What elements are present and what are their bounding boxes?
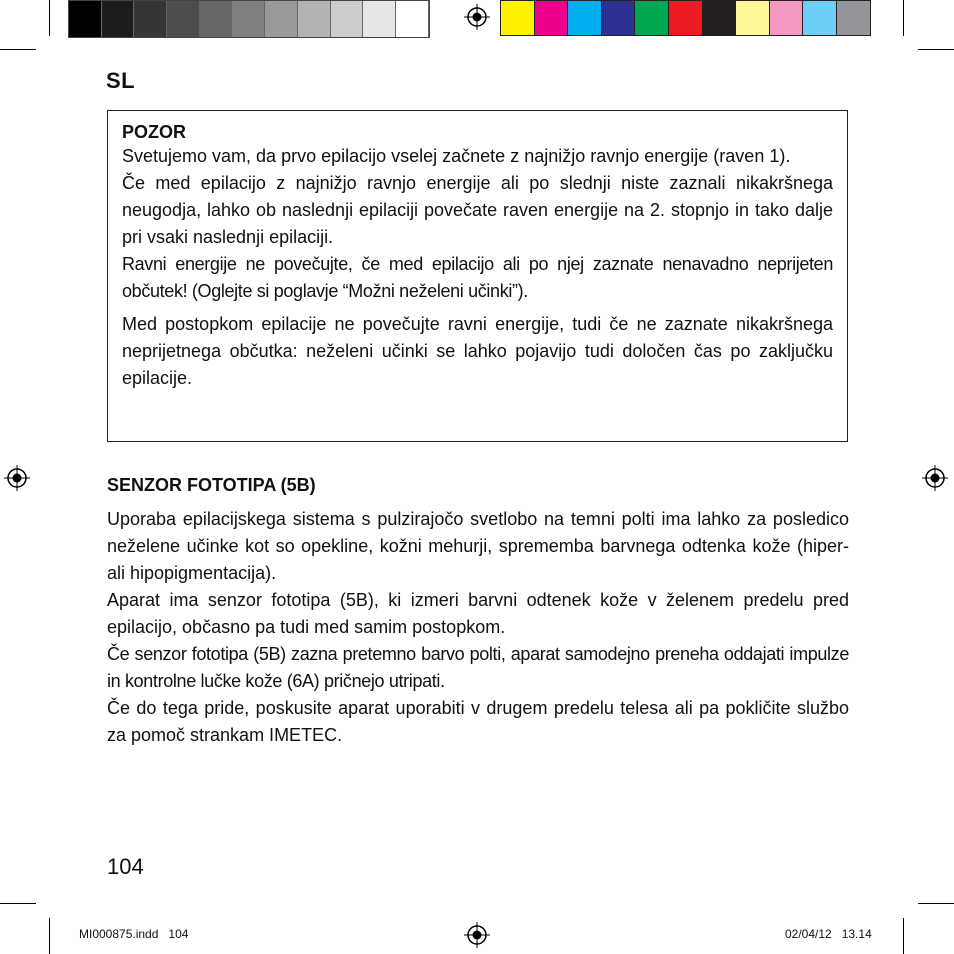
registration-mark-icon	[922, 465, 948, 491]
section-paragraph: Če senzor fototipa (5B) zazna pretemno barvo polti, aparat samodejno preneha oddajati impulze in kontrolne lučke kože (6A) pričnejo utripati.	[107, 644, 849, 691]
color-swatch	[331, 1, 364, 37]
registration-mark-icon	[464, 4, 490, 30]
color-swatch	[668, 0, 703, 36]
crop-mark	[49, 918, 50, 954]
color-swatch	[200, 1, 233, 37]
section-paragraph: Uporaba epilacijskega sistema s pulzirajočo svetlobo na temni polti ima lahko za posledico neželene učinke kot so opekline, kožni mehurji, sprememba barvnega odtenka kože (hiper- ali hipopigmentacija).	[107, 509, 849, 583]
color-swatch	[634, 0, 669, 36]
color-swatch	[534, 0, 569, 36]
crop-mark	[0, 903, 36, 904]
color-swatch	[769, 0, 804, 36]
footer-date-time: 02/04/12 13.14	[785, 927, 872, 941]
phototype-sensor-section	[107, 474, 849, 749]
color-swatch	[836, 0, 871, 36]
color-swatch	[363, 1, 396, 37]
note-paragraph: Med postopkom epilacije ne povečujte ravni energije, tudi če ne zaznate nikakršnega neprijetnega občutka: neželeni učinki se lahko pojavijo tudi določen čas po zaključku epilacije.	[122, 314, 833, 388]
crop-mark	[0, 49, 36, 50]
registration-mark-icon	[464, 922, 490, 948]
crop-mark	[903, 0, 904, 36]
note-paragraph: Ravni energije ne povečujte, če med epilacijo ali po njej zaznate nenavadno neprijeten občutek! (Oglejte si poglavje “Možni neželeni učinki”).	[122, 254, 833, 301]
page-number: 104	[107, 854, 144, 879]
note-title: POZOR	[122, 122, 187, 142]
color-swatch	[102, 1, 135, 37]
color-swatch	[396, 1, 429, 37]
note-paragraph: Svetujemo vam, da prvo epilacijo vselej začnete z najnižjo ravnjo energije (raven 1).	[122, 146, 791, 166]
color-swatch	[702, 0, 737, 36]
section-paragraph: Aparat ima senzor fototipa (5B), ki izmeri barvni odtenek kože v želenem predelu pred epilacijo, občasno pa tudi med samim postopkom.	[107, 590, 849, 637]
process-color-bar	[500, 0, 870, 36]
grayscale-color-bar	[68, 0, 430, 38]
color-swatch	[134, 1, 167, 37]
crop-mark	[918, 49, 954, 50]
section-title: SENZOR FOTOTIPA (5B)	[107, 475, 316, 495]
color-swatch	[567, 0, 602, 36]
crop-mark	[903, 918, 904, 954]
crop-mark	[918, 903, 954, 904]
color-swatch	[500, 0, 535, 36]
language-code: SL	[106, 68, 136, 93]
color-swatch	[735, 0, 770, 36]
note-paragraph: Če med epilacijo z najnižjo ravnjo energije ali po slednji niste zaznali nikakršnega neugodja, lahko ob naslednji epilaciji povečate raven energije na 2. stopnjo in tako dalje pri vsaki naslednji epilaciji.	[122, 173, 833, 247]
footer-file-name: MI000875.indd 104	[79, 927, 189, 941]
color-swatch	[167, 1, 200, 37]
registration-mark-icon	[4, 465, 30, 491]
color-swatch	[69, 1, 102, 37]
color-swatch	[232, 1, 265, 37]
color-swatch	[298, 1, 331, 37]
color-swatch	[802, 0, 837, 36]
section-paragraph: Če do tega pride, poskusite aparat uporabiti v drugem predelu telesa ali pa pokličite službo za pomoč strankam IMETEC.	[107, 698, 849, 745]
color-swatch	[265, 1, 298, 37]
warning-note-box	[107, 110, 848, 442]
crop-mark	[49, 0, 50, 36]
color-swatch	[601, 0, 636, 36]
